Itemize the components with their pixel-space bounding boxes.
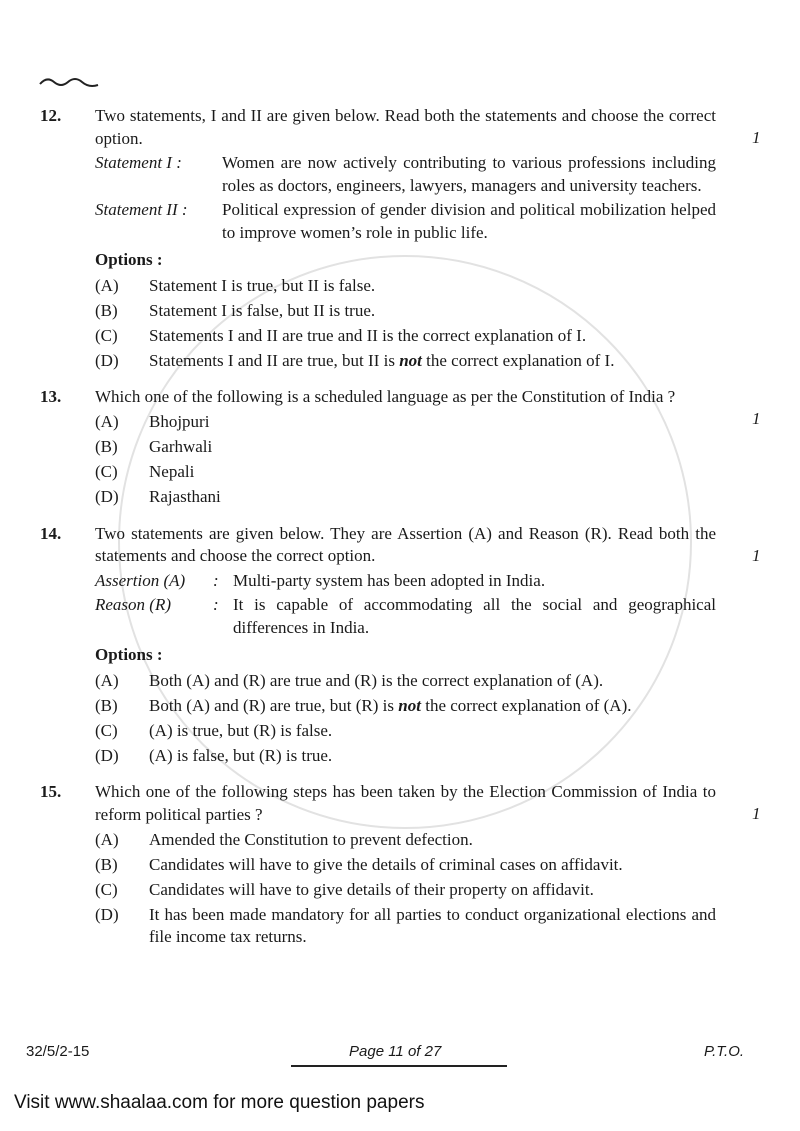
question-text: Two statements, I and II are given below. Read both the statements and choose the correct option. (95, 106, 716, 148)
option-letter: (A) (95, 412, 119, 431)
option-b (95, 300, 716, 323)
statement-text: It is capable of accommodating all the social and geographical differences in India. (233, 595, 716, 637)
question-text: Which one of the following is a scheduled language as per the Constitution of India ? (95, 387, 676, 406)
option-emphasis: not (399, 350, 422, 370)
option-letter: (D) (95, 904, 119, 924)
option-letter: (B) (95, 695, 118, 715)
page-number: Page 11 of 27 (349, 1043, 442, 1060)
option-letter: (C) (95, 720, 118, 740)
option-text: Statements I and II are true and II is the correct explanation of I. (149, 325, 587, 345)
option-text: Candidates will have to give the details of criminal cases on affidavit. (149, 854, 623, 874)
question-12 (40, 105, 770, 372)
option-text: Bhojpuri (149, 412, 210, 431)
question-number: 13. (40, 387, 62, 406)
statement-label: Assertion (A) (95, 570, 186, 590)
questions-list (40, 105, 770, 963)
option-d (95, 904, 716, 949)
statement-2 (95, 199, 716, 244)
option-text: Garhwali (149, 437, 213, 456)
option-letter: (C) (95, 879, 118, 899)
statement-label: Statement II : (95, 200, 188, 219)
question-15 (40, 781, 770, 949)
marks: 1 (752, 409, 761, 428)
option-c (95, 879, 716, 902)
option-letter: (C) (95, 462, 118, 481)
question-text: Which one of the following steps has been taken by the Election Commission of India to reform political parties ? (95, 782, 716, 824)
question-number: 14. (40, 523, 62, 543)
question-number: 12. (40, 106, 62, 125)
option-d (95, 350, 716, 373)
assertion (95, 570, 716, 593)
statement-1 (95, 152, 716, 197)
statement-label: Statement I : (95, 153, 182, 172)
statement-label: Reason (R) (95, 595, 172, 614)
option-emphasis: not (398, 695, 421, 715)
option-b (95, 436, 716, 459)
option-b (95, 695, 716, 718)
wave-ornament-icon (38, 74, 104, 90)
question-text: Two statements are given below. They are Assertion (A) and Reason (R). Read both the statements and choose the correct option. (95, 523, 716, 565)
option-letter: (B) (95, 854, 118, 874)
question-number: 15. (40, 782, 62, 801)
option-text: Amended the Constitution to prevent defection. (149, 829, 473, 849)
statement-text: Political expression of gender division and political mobilization helped to improve women’s role in public life. (222, 200, 716, 242)
question-13 (40, 386, 770, 509)
option-a (95, 411, 716, 434)
marks: 1 (752, 804, 761, 823)
statement-text: Multi-party system has been adopted in India. (233, 570, 546, 590)
option-letter: (C) (95, 325, 118, 345)
option-text: Both (A) and (R) are true and (R) is the correct explanation of (A). (149, 670, 604, 690)
option-text (149, 350, 716, 373)
option-d (95, 486, 716, 509)
pto: P.T.O. (704, 1043, 745, 1060)
option-text: It has been made mandatory for all parties to conduct organizational elections and file income tax returns. (149, 904, 716, 946)
option-d (95, 745, 716, 768)
option-letter: (B) (95, 437, 118, 456)
option-text: Statement I is true, but II is false. (149, 275, 376, 295)
option-text-part: Statements I and II are true, but II is (149, 350, 400, 370)
marks: 1 (752, 545, 761, 565)
marks: 1 (752, 128, 761, 147)
option-text-part: the correct explanation of (A). (420, 695, 632, 715)
option-text: Statement I is false, but II is true. (149, 300, 376, 320)
option-letter: (A) (95, 829, 119, 849)
reason (95, 594, 716, 639)
option-text-part: Both (A) and (R) are true, but (R) is (149, 695, 399, 715)
option-c (95, 720, 716, 743)
option-text-part: the correct explanation of I. (421, 350, 615, 370)
option-a (95, 829, 716, 852)
option-b (95, 854, 716, 877)
option-c (95, 325, 716, 348)
question-14 (40, 523, 770, 768)
option-letter: (D) (95, 487, 119, 506)
option-text: Nepali (149, 462, 195, 481)
options-heading: Options : (95, 645, 163, 664)
options-heading: Options : (95, 250, 163, 269)
option-text (149, 695, 716, 718)
option-text: Rajasthani (149, 487, 221, 506)
option-text: Candidates will have to give details of their property on affidavit. (149, 879, 594, 899)
option-a (95, 670, 716, 693)
option-text: (A) is true, but (R) is false. (149, 720, 333, 740)
visit-link[interactable]: Visit www.shaalaa.com for more question papers (14, 1092, 425, 1113)
option-letter: (A) (95, 670, 119, 690)
paper-code: 32/5/2-15 (26, 1043, 90, 1060)
option-letter: (B) (95, 300, 118, 320)
footer-rule (291, 1065, 507, 1067)
option-letter: (A) (95, 275, 119, 295)
option-text: (A) is false, but (R) is true. (149, 745, 333, 765)
option-a (95, 275, 716, 298)
statement-text: Women are now actively contributing to various professions including roles as doctors, engineers, lawyers, managers and university teachers. (222, 153, 716, 195)
option-c (95, 461, 716, 484)
option-letter: (D) (95, 745, 119, 765)
separator: : (213, 595, 219, 614)
option-letter: (D) (95, 350, 119, 370)
separator: : (213, 570, 219, 590)
